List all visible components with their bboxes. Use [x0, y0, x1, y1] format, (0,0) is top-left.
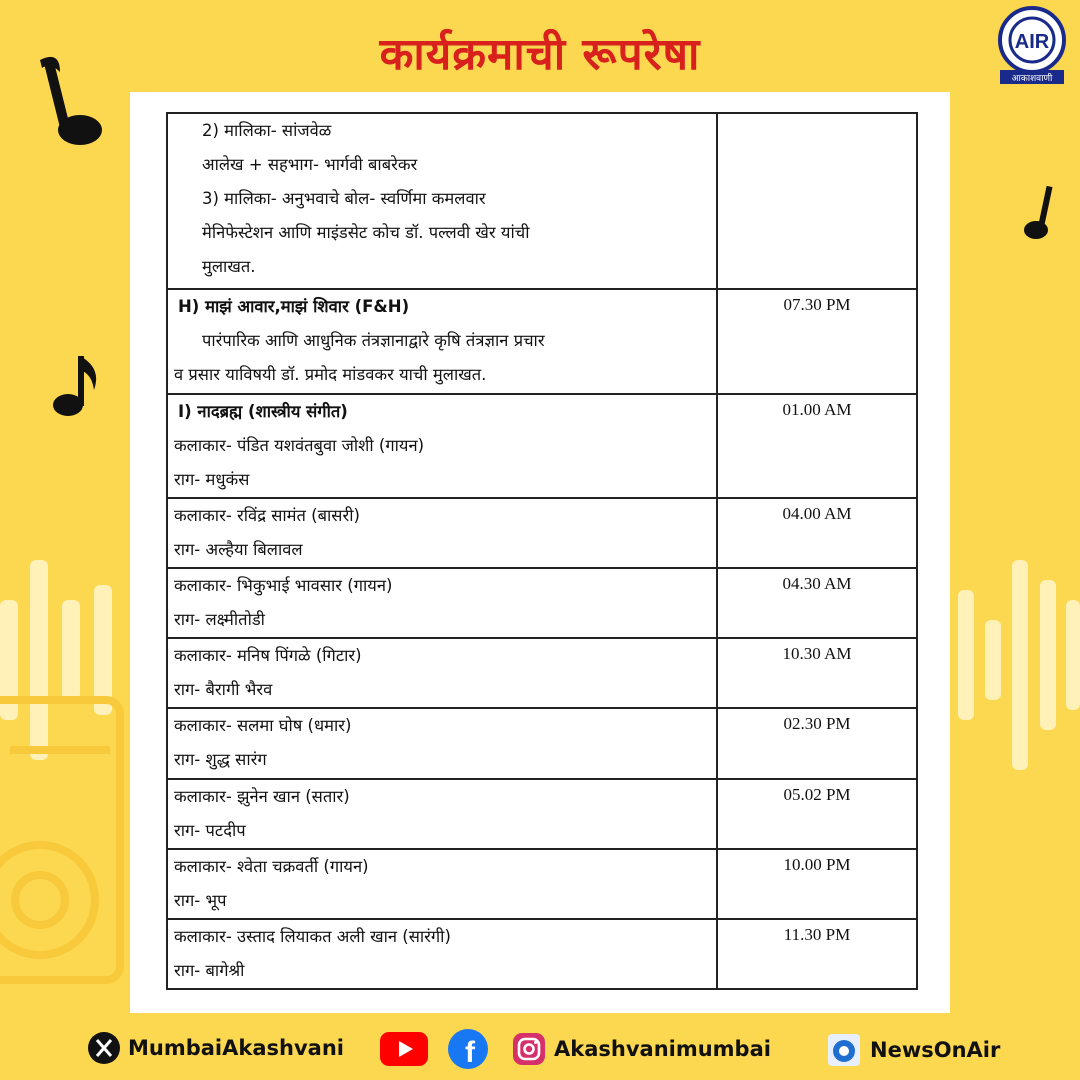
programme-line: मेनिफेस्टेशन आणि माइंडसेट कोच डॉ. पल्लवी खेर यांची: [202, 223, 530, 242]
time-cell: 05.02 PM: [717, 779, 917, 849]
time-cell: 07.30 PM: [717, 289, 917, 394]
programme-line: पारंपारिक आणि आधुनिक तंत्रज्ञानाद्वारे कृषि तंत्रज्ञान प्रचार: [202, 331, 545, 350]
programme-line: राग- बैरागी भैरव: [174, 680, 273, 699]
twitter-handle[interactable]: [88, 1032, 344, 1064]
newsonair-icon: [826, 1032, 862, 1068]
programme-cell: [167, 779, 717, 849]
schedule-row: [167, 919, 917, 989]
programme-line: कलाकार- श्वेता चक्रवर्ती (गायन): [174, 857, 369, 876]
programme-heading: H) माझं आवार,माझं शिवार (F&H): [178, 297, 410, 316]
programme-heading: I) नादब्रह्म (शास्त्रीय संगीत): [178, 402, 348, 421]
programme-line: कलाकार- रविंद्र सामंत (बासरी): [174, 506, 360, 525]
facebook-icon[interactable]: [448, 1029, 488, 1069]
programme-line: मुलाखत.: [202, 257, 256, 276]
programme-cell: [167, 113, 717, 289]
akashvani-logo: [994, 6, 1070, 86]
programme-line: राग- बागेश्री: [174, 961, 245, 980]
schedule-row: [167, 394, 917, 498]
newsonair-label: NewsOnAir: [870, 1038, 1001, 1062]
svg-text:AIR: AIR: [1014, 31, 1050, 53]
programme-line: राग- लक्ष्मीतोडी: [174, 610, 265, 629]
programme-line: राग- मधुकंस: [174, 470, 250, 489]
schedule-table: [166, 112, 918, 990]
programme-line: कलाकार- मनिष पिंगळे (गिटार): [174, 646, 362, 665]
svg-text:f: f: [465, 1036, 475, 1069]
programme-line: राग- शुद्ध सारंग: [174, 750, 267, 769]
programme-line: 2) मालिका- सांजवेळ: [202, 121, 332, 140]
instagram-label: Akashvanimumbai: [554, 1037, 771, 1061]
time-cell: 10.30 AM: [717, 638, 917, 708]
time-cell: 04.00 AM: [717, 498, 917, 568]
social-footer: [0, 1020, 1080, 1080]
programme-line: 3) मालिका- अनुभवाचे बोल- स्वर्णिमा कमलवार: [202, 189, 486, 208]
schedule-row: [167, 498, 917, 568]
time-cell: 04.30 AM: [717, 568, 917, 638]
music-note-icon: [50, 350, 110, 420]
schedule-document: [130, 92, 950, 1013]
schedule-row: [167, 289, 917, 394]
time-cell: 11.30 PM: [717, 919, 917, 989]
programme-line: राग- अल्हैया बिलावल: [174, 540, 303, 559]
programme-line: व प्रसार याविषयी डॉ. प्रमोद मांडवकर याची मुलाखत.: [174, 365, 487, 384]
programme-cell: [167, 919, 717, 989]
twitter-label: MumbaiAkashvani: [128, 1036, 344, 1060]
x-twitter-icon: [88, 1032, 120, 1064]
instagram-icon: [512, 1032, 546, 1066]
programme-cell: [167, 708, 717, 779]
programme-line: कलाकार- उस्ताद लियाकत अली खान (सारंगी): [174, 927, 451, 946]
page-title: कार्यक्रमाची रूपरेषा: [379, 29, 701, 80]
radio-outline-decoration: [0, 680, 130, 1000]
programme-line: आलेख + सहभाग- भार्गवी बाबरेकर: [202, 155, 418, 174]
programme-line: राग- पटदीप: [174, 821, 246, 840]
time-cell: 01.00 AM: [717, 394, 917, 498]
time-cell: [717, 113, 917, 289]
newsonair-handle[interactable]: [826, 1032, 1000, 1068]
schedule-row: [167, 779, 917, 849]
schedule-row: [167, 638, 917, 708]
schedule-row: [167, 568, 917, 638]
programme-line: कलाकार- भिकुभाई भावसार (गायन): [174, 576, 393, 595]
logo-caption: आकाशवाणी: [1011, 74, 1053, 84]
schedule-row: [167, 849, 917, 919]
programme-line: कलाकार- पंडित यशवंतबुवा जोशी (गायन): [174, 436, 425, 455]
programme-cell: [167, 638, 717, 708]
time-cell: 10.00 PM: [717, 849, 917, 919]
programme-line: राग- भूप: [174, 891, 227, 910]
youtube-icon[interactable]: [380, 1032, 428, 1066]
schedule-row: [167, 708, 917, 779]
programme-cell: [167, 289, 717, 394]
time-cell: 02.30 PM: [717, 708, 917, 779]
programme-cell: [167, 849, 717, 919]
programme-cell: [167, 498, 717, 568]
music-note-icon: [1020, 182, 1060, 242]
programme-cell: [167, 394, 717, 498]
schedule-row: [167, 113, 917, 289]
instagram-handle[interactable]: [512, 1032, 771, 1066]
programme-line: कलाकार- झुनेन खान (सतार): [174, 787, 350, 806]
programme-line: कलाकार- सलमा घोष (धमार): [174, 716, 352, 735]
programme-cell: [167, 568, 717, 638]
